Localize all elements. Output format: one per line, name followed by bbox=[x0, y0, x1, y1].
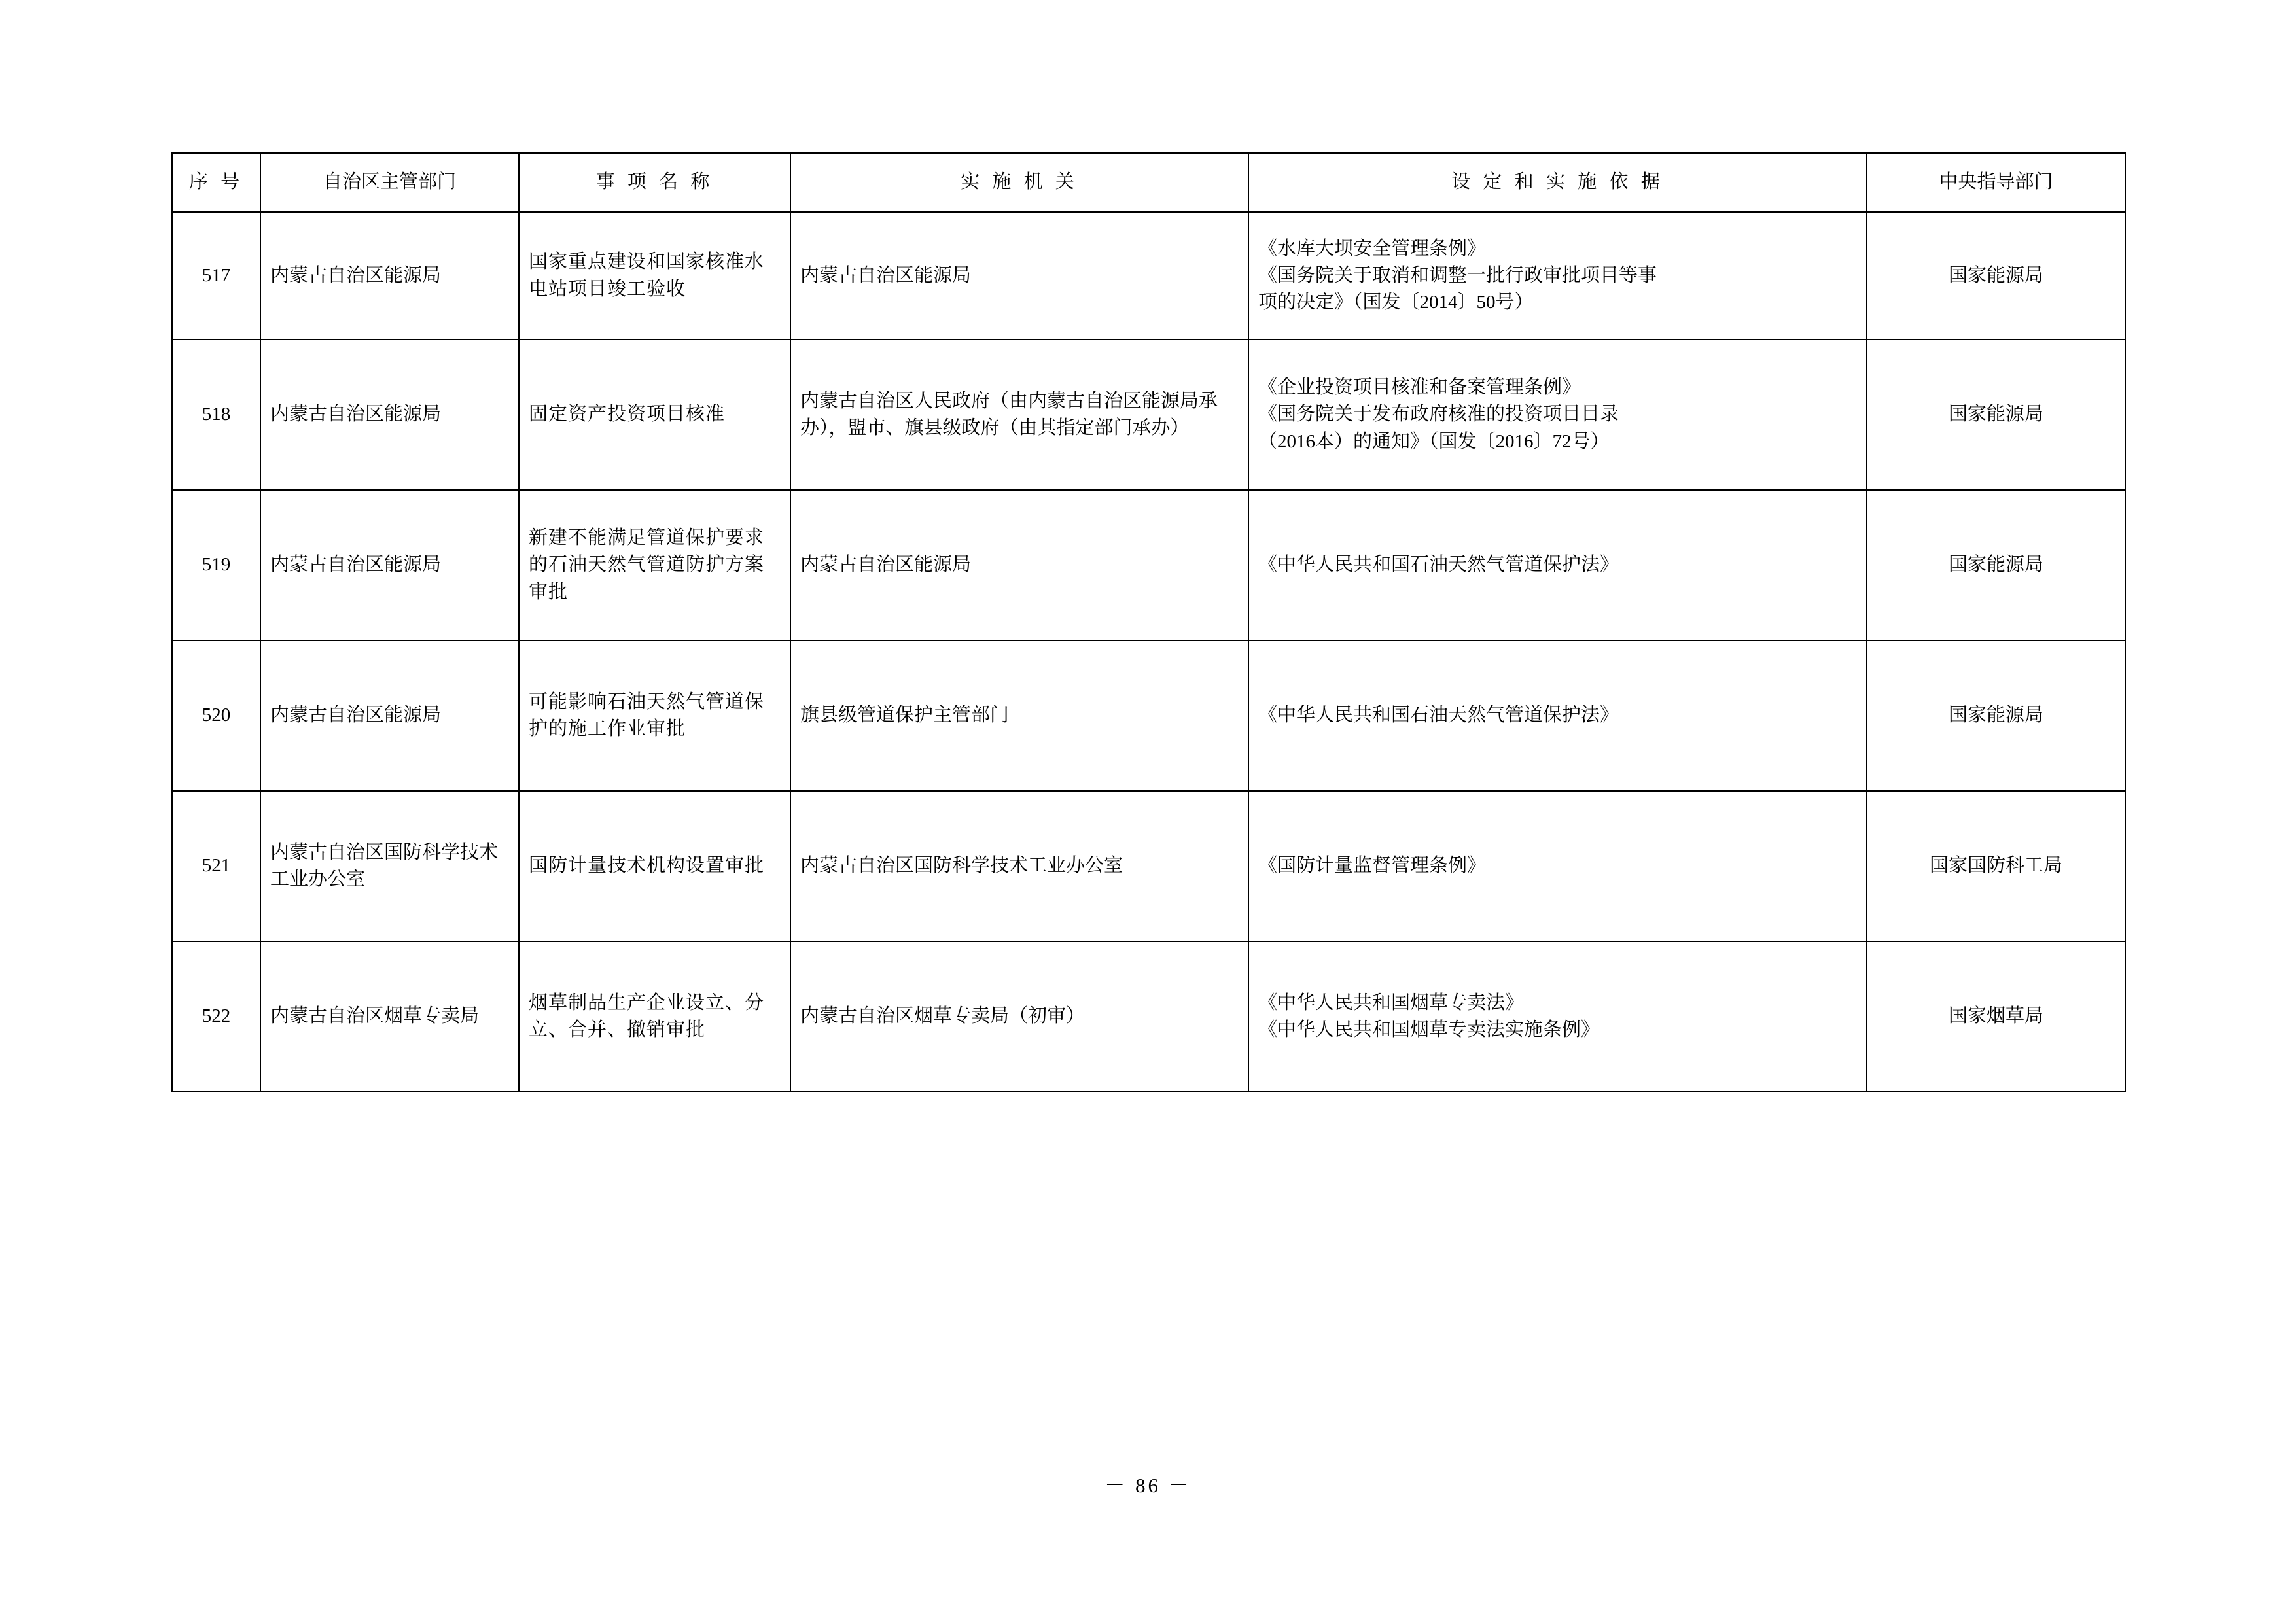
row-item-name: 国家重点建设和国家核准水电站项目竣工验收 bbox=[519, 212, 790, 340]
row-item-name: 新建不能满足管道保护要求的石油天然气管道防护方案审批 bbox=[519, 490, 790, 640]
row-item-name: 国防计量技术机构设置审批 bbox=[519, 791, 790, 941]
row-central-department: 国家能源局 bbox=[1867, 490, 2125, 640]
row-basis bbox=[1248, 340, 1867, 490]
row-basis bbox=[1248, 791, 1867, 941]
table-row bbox=[172, 340, 2125, 490]
row-implementing-organ: 内蒙古自治区能源局 bbox=[790, 212, 1248, 340]
row-item-name: 烟草制品生产企业设立、分立、合并、撤销审批 bbox=[519, 941, 790, 1092]
row-implementing-organ: 内蒙古自治区国防科学技术工业办公室 bbox=[790, 791, 1248, 941]
row-implementing-organ: 旗县级管道保护主管部门 bbox=[790, 640, 1248, 791]
basis-line: 《国务院关于取消和调整一批行政审批项目等事 bbox=[1258, 264, 1657, 286]
page-number: － 86 － bbox=[1104, 1474, 1192, 1497]
basis-line: 《国防计量监督管理条例》 bbox=[1258, 855, 1487, 877]
row-index: 519 bbox=[172, 490, 260, 640]
basis-line: 《水库大坝安全管理条例》 bbox=[1258, 237, 1487, 259]
table-row bbox=[172, 212, 2125, 340]
column-header-central-department: 中央指导部门 bbox=[1867, 153, 2125, 212]
column-header-index: 序 号 bbox=[172, 153, 260, 212]
row-department: 内蒙古自治区能源局 bbox=[260, 212, 519, 340]
row-department: 内蒙古自治区国防科学技术工业办公室 bbox=[260, 791, 519, 941]
row-implementing-organ: 内蒙古自治区能源局 bbox=[790, 490, 1248, 640]
row-basis bbox=[1248, 941, 1867, 1092]
column-header-department: 自治区主管部门 bbox=[260, 153, 519, 212]
row-basis bbox=[1248, 640, 1867, 791]
row-index: 517 bbox=[172, 212, 260, 340]
basis-line: 《国务院关于发布政府核准的投资项目目录 bbox=[1258, 404, 1619, 425]
basis-line: （2016本）的通知》（国发〔2016〕72号） bbox=[1258, 430, 1610, 452]
row-basis bbox=[1248, 212, 1867, 340]
row-department: 内蒙古自治区能源局 bbox=[260, 640, 519, 791]
basis-line: 《企业投资项目核准和备案管理条例》 bbox=[1258, 377, 1581, 398]
row-central-department: 国家国防科工局 bbox=[1867, 791, 2125, 941]
column-header-item-name: 事 项 名 称 bbox=[519, 153, 790, 212]
basis-line: 项的决定》（国发〔2014〕50号） bbox=[1258, 292, 1534, 313]
row-item-name: 可能影响石油天然气管道保护的施工作业审批 bbox=[519, 640, 790, 791]
row-central-department: 国家烟草局 bbox=[1867, 941, 2125, 1092]
basis-line: 《中华人民共和国石油天然气管道保护法》 bbox=[1258, 554, 1619, 576]
table-row bbox=[172, 640, 2125, 791]
row-central-department: 国家能源局 bbox=[1867, 212, 2125, 340]
table-row bbox=[172, 791, 2125, 941]
row-implementing-organ: 内蒙古自治区烟草专卖局（初审） bbox=[790, 941, 1248, 1092]
administrative-items-table-wrapper bbox=[171, 152, 2125, 1092]
table-body bbox=[172, 212, 2125, 1092]
basis-line: 《中华人民共和国烟草专卖法实施条例》 bbox=[1258, 1019, 1600, 1040]
row-index: 522 bbox=[172, 941, 260, 1092]
row-central-department: 国家能源局 bbox=[1867, 640, 2125, 791]
row-central-department: 国家能源局 bbox=[1867, 340, 2125, 490]
table-row bbox=[172, 490, 2125, 640]
table-header bbox=[172, 153, 2125, 212]
row-basis bbox=[1248, 490, 1867, 640]
row-department: 内蒙古自治区烟草专卖局 bbox=[260, 941, 519, 1092]
row-item-name: 固定资产投资项目核准 bbox=[519, 340, 790, 490]
row-department: 内蒙古自治区能源局 bbox=[260, 490, 519, 640]
row-index: 518 bbox=[172, 340, 260, 490]
row-index: 520 bbox=[172, 640, 260, 791]
column-header-basis: 设 定 和 实 施 依 据 bbox=[1248, 153, 1867, 212]
administrative-items-table bbox=[171, 152, 2126, 1092]
table-row bbox=[172, 941, 2125, 1092]
column-header-implementing-organ: 实 施 机 关 bbox=[790, 153, 1248, 212]
basis-line: 《中华人民共和国石油天然气管道保护法》 bbox=[1258, 705, 1619, 726]
row-department: 内蒙古自治区能源局 bbox=[260, 340, 519, 490]
table-header-row bbox=[172, 153, 2125, 212]
row-index: 521 bbox=[172, 791, 260, 941]
basis-line: 《中华人民共和国烟草专卖法》 bbox=[1258, 992, 1525, 1013]
row-implementing-organ: 内蒙古自治区人民政府（由内蒙古自治区能源局承办），盟市、旗县级政府（由其指定部门承办） bbox=[790, 340, 1248, 490]
